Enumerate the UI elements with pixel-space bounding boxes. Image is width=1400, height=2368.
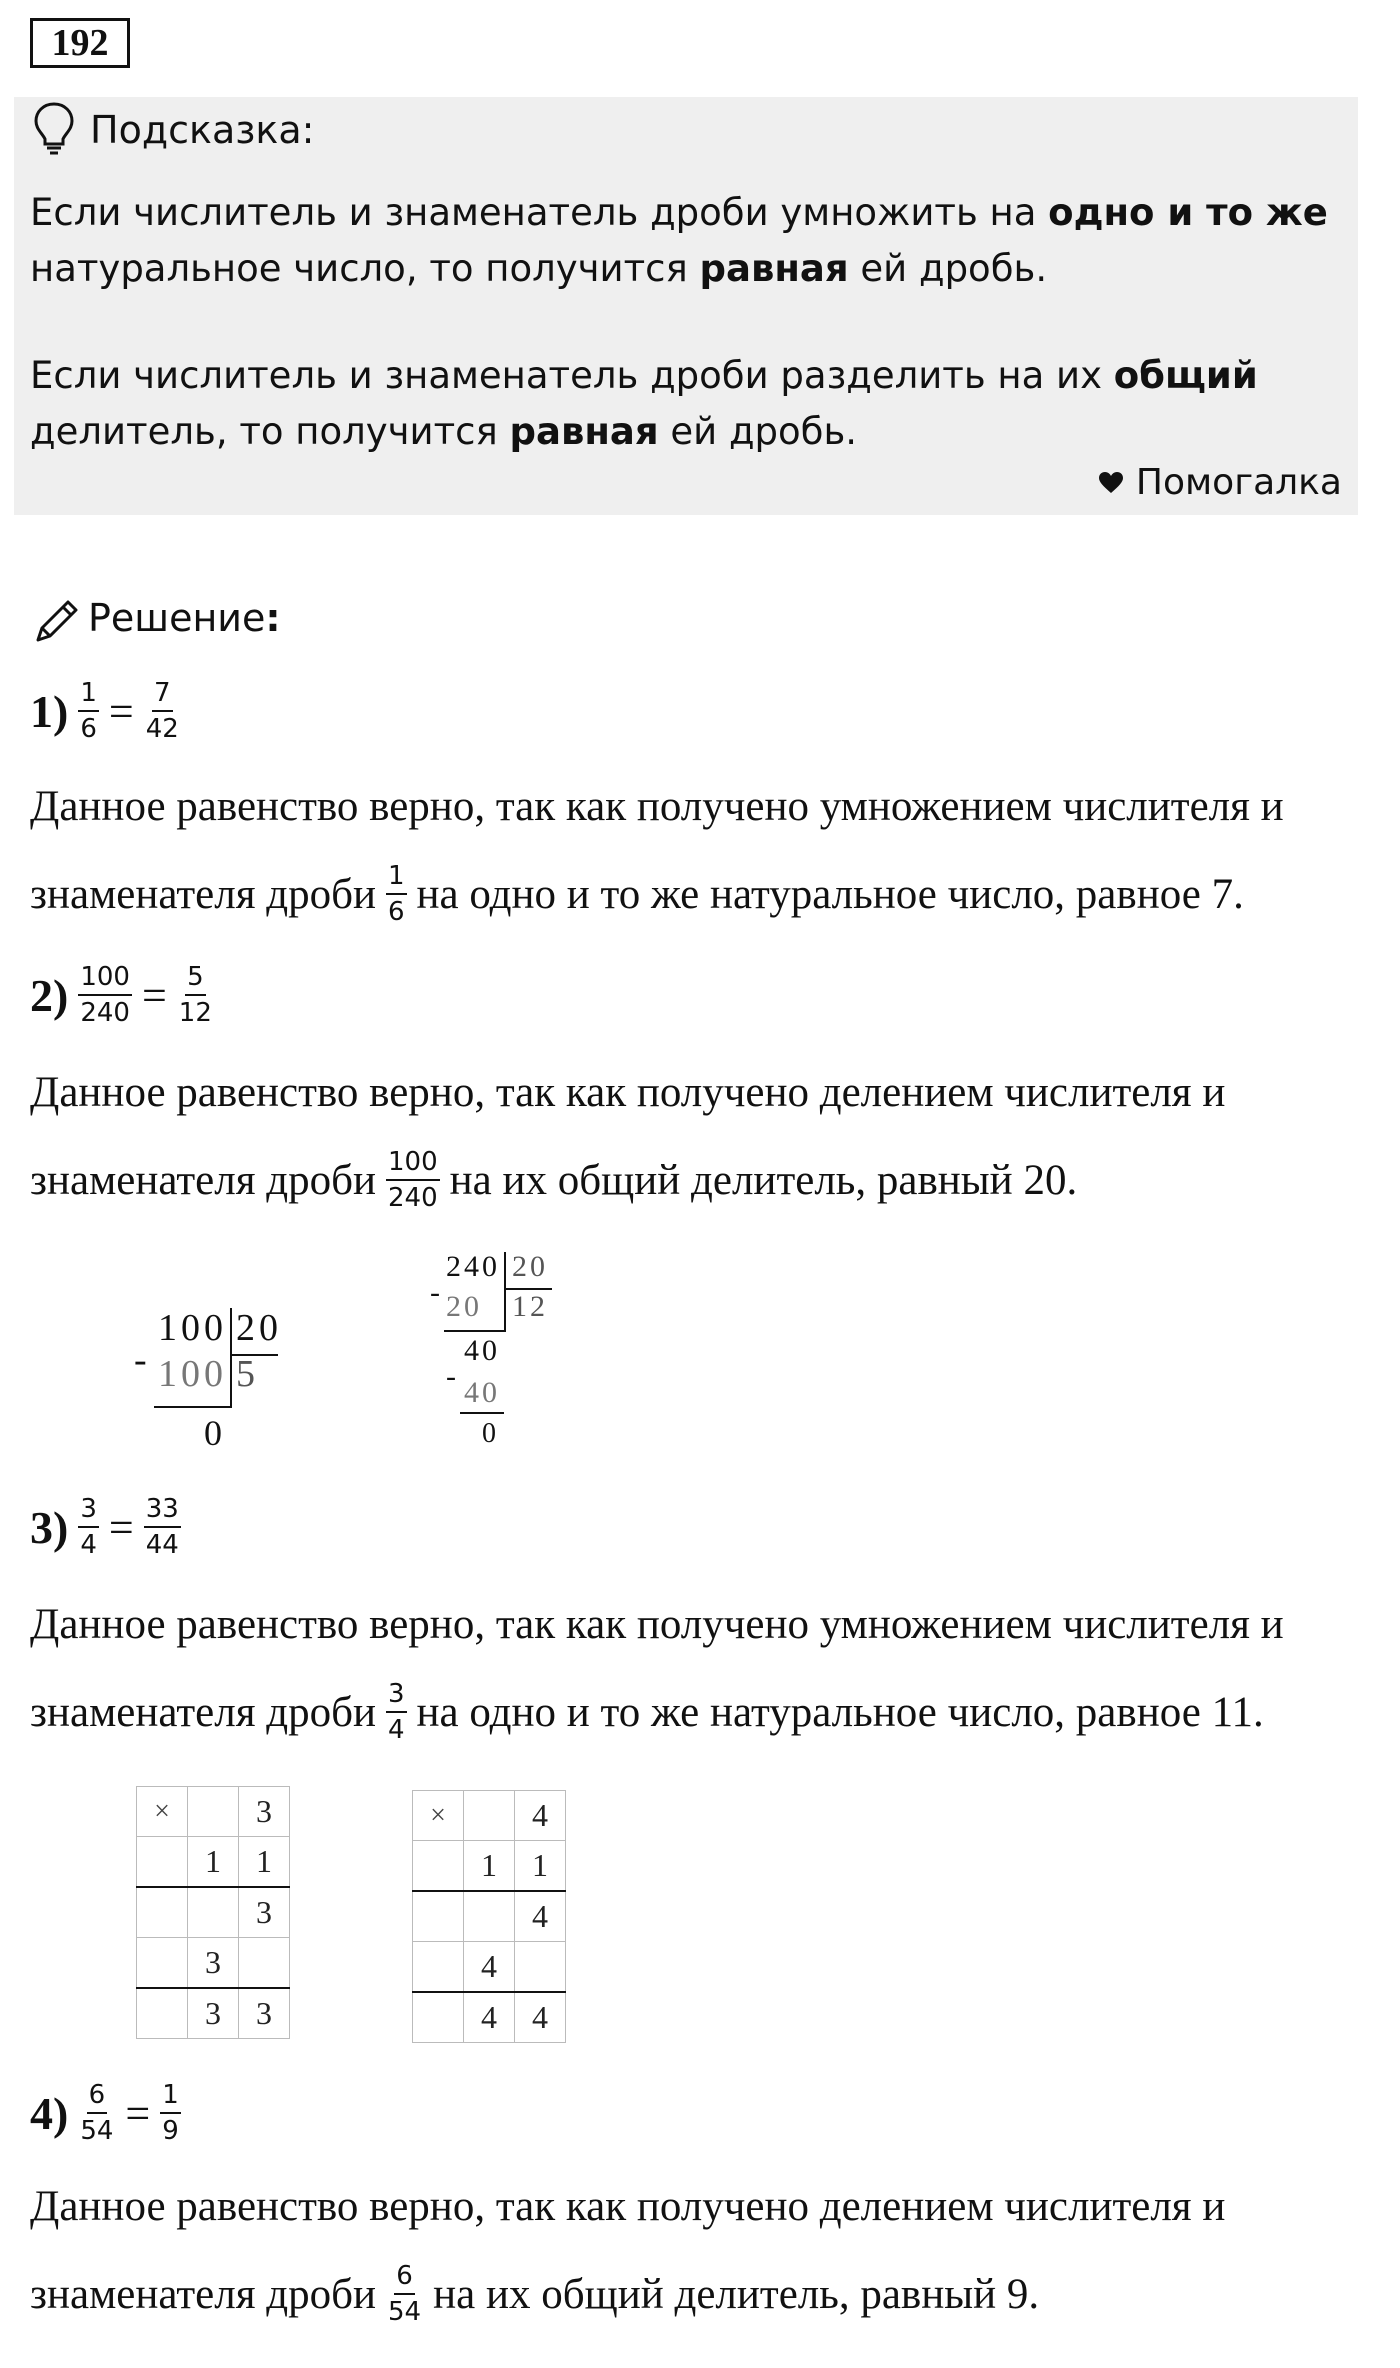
fraction: $\frac{6}{54}$ <box>388 2261 422 2327</box>
times-sign: × <box>137 1787 188 1837</box>
multiplication-grid-1 <box>136 1786 290 2039</box>
equals-sign: = <box>125 2088 151 2138</box>
explanation-line: Данное равенство верно, так как получено делением числителя и <box>30 1068 1226 1116</box>
fraction: $\frac{6}{54}$ <box>80 2080 114 2146</box>
item-number: 1) <box>30 685 69 737</box>
grid-cell <box>413 1992 464 2043</box>
long-division-1 <box>130 1300 300 1460</box>
fraction: $\frac{3}{4}$ <box>388 1679 405 1745</box>
task-number: 192 <box>30 18 130 68</box>
fraction: $\frac{5}{12}$ <box>178 962 212 1028</box>
minus-sign: - <box>446 1360 456 1393</box>
grid-cell: 4 <box>515 1791 566 1841</box>
hint-title: Подсказка: <box>90 108 315 152</box>
minus-sign: - <box>134 1339 147 1381</box>
grid-cell <box>188 1887 239 1938</box>
grid-cell: 1 <box>464 1841 515 1892</box>
explanation-4 <box>30 2176 1370 2327</box>
solution-title: Решение: <box>88 596 281 640</box>
grid-cell <box>188 1787 239 1837</box>
grid-cell <box>464 1791 515 1841</box>
grid-cell <box>515 1942 566 1993</box>
grid-cell: 1 <box>515 1841 566 1892</box>
item-number: 4) <box>30 2087 69 2139</box>
fraction: $\frac{100}{240}$ <box>388 1147 438 1213</box>
equals-sign: = <box>108 1502 134 1552</box>
fraction: $\frac{3}{4}$ <box>80 1494 97 1560</box>
subtrahend: 100 <box>158 1353 227 1395</box>
partial-remainder: 40 <box>464 1334 500 1367</box>
grid-cell: 4 <box>515 1992 566 2043</box>
heart-icon <box>1098 471 1124 495</box>
grid-cell: 3 <box>188 1988 239 2039</box>
explanation-line: знаменателя дроби $\frac{6}{54}$ на их общий делитель, равный 9. <box>30 2261 1040 2327</box>
explanation-line: знаменателя дроби $\frac{100}{240}$ на их общий делитель, равный 20. <box>30 1147 1078 1213</box>
helper-link[interactable] <box>1098 462 1342 503</box>
fraction: $\frac{1}{9}$ <box>162 2080 179 2146</box>
hint-text: делитель, то получится <box>30 410 510 453</box>
grid-cell: 1 <box>188 1837 239 1888</box>
explanation-2 <box>30 1062 1370 1213</box>
grid-cell: 3 <box>188 1938 239 1989</box>
item-number: 2) <box>30 969 69 1021</box>
hint-emphasis: равная <box>699 247 849 290</box>
grid-cell: 3 <box>239 1988 290 2039</box>
divisor: 20 <box>512 1250 548 1283</box>
hint-text: ей дробь. <box>848 247 1048 290</box>
grid-cell <box>413 1942 464 1993</box>
fraction: $\frac{1}{6}$ <box>388 861 405 927</box>
explanation-line: знаменателя дроби $\frac{3}{4}$ на одно и то же натуральное число, равное 11. <box>30 1679 1264 1745</box>
helper-label: Помогалка <box>1135 462 1342 503</box>
fraction: $\frac{7}{42}$ <box>145 678 179 744</box>
grid-cell <box>137 1938 188 1989</box>
grid-cell: 4 <box>464 1942 515 1993</box>
hint-text: ей дробь. <box>658 410 858 453</box>
grid-cell: 3 <box>239 1787 290 1837</box>
long-division-2 <box>430 1250 580 1460</box>
times-sign: × <box>413 1791 464 1841</box>
grid-cell <box>413 1891 464 1942</box>
multiplication-grid-2 <box>412 1790 566 2043</box>
remainder: 0 <box>482 1418 496 1449</box>
fraction: $\frac{1}{6}$ <box>80 678 97 744</box>
minus-sign: - <box>430 1276 440 1309</box>
divisor: 20 <box>236 1307 282 1349</box>
equation-1 <box>30 678 181 744</box>
subtrahend: 20 <box>446 1290 482 1323</box>
remainder: 0 <box>204 1413 222 1453</box>
hint-paragraph-2 <box>30 348 1340 460</box>
equals-sign: = <box>108 686 134 736</box>
hint-paragraph-1 <box>30 185 1340 297</box>
dividend: 240 <box>446 1250 500 1283</box>
hint-text: Если числитель и знаменатель дроби разделить на их <box>30 354 1114 397</box>
explanation-line: знаменателя дроби $\frac{1}{6}$ на одно и то же натуральное число, равное 7. <box>30 861 1244 927</box>
hint-emphasis: одно и то же <box>1048 191 1328 234</box>
grid-cell <box>137 1887 188 1938</box>
grid-cell <box>137 1837 188 1888</box>
hint-text: натуральное число, то получится <box>30 247 700 290</box>
fraction: $\frac{33}{44}$ <box>145 1494 179 1560</box>
explanation-line: Данное равенство верно, так как получено умножением числителя и <box>30 1600 1284 1648</box>
explanation-1 <box>30 776 1370 927</box>
hint-emphasis: общий <box>1113 354 1258 397</box>
hint-text: Если числитель и знаменатель дроби умножить на <box>30 191 1049 234</box>
equation-4 <box>30 2080 181 2146</box>
fraction: $\frac{100}{240}$ <box>80 962 130 1028</box>
grid-cell <box>413 1841 464 1892</box>
quotient: 12 <box>512 1290 548 1323</box>
item-number: 3) <box>30 1501 69 1553</box>
subtrahend: 40 <box>464 1376 500 1409</box>
grid-cell: 4 <box>464 1992 515 2043</box>
lightbulb-icon <box>32 100 76 156</box>
equation-3 <box>30 1494 181 1560</box>
hint-emphasis: равная <box>509 410 659 453</box>
grid-cell: 1 <box>239 1837 290 1888</box>
equals-sign: = <box>141 970 167 1020</box>
explanation-line: Данное равенство верно, так как получено делением числителя и <box>30 2182 1226 2230</box>
grid-cell: 3 <box>239 1887 290 1938</box>
dividend: 100 <box>158 1307 227 1349</box>
grid-cell <box>239 1938 290 1989</box>
quotient: 5 <box>236 1353 255 1395</box>
grid-cell <box>464 1891 515 1942</box>
explanation-3 <box>30 1594 1370 1745</box>
explanation-line: Данное равенство верно, так как получено умножением числителя и <box>30 782 1284 830</box>
equation-2 <box>30 962 214 1028</box>
grid-cell <box>137 1988 188 2039</box>
grid-cell: 4 <box>515 1891 566 1942</box>
pencil-icon <box>32 596 82 646</box>
